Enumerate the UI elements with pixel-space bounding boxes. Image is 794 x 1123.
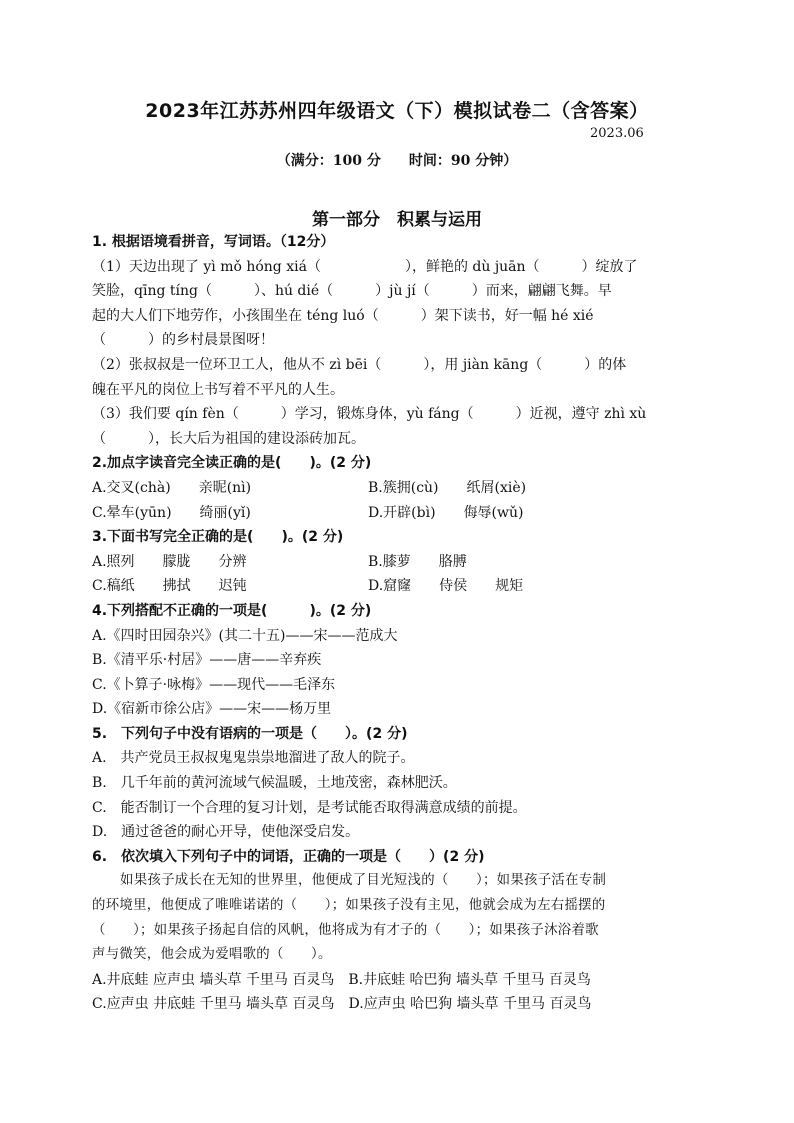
option-b: B.膝萝 胳膊 (368, 553, 467, 570)
question-6-passage-line: 如果孩子成长在无知的世界里，他便成了目光短浅的（ ）；如果孩子活在专制 (120, 873, 607, 889)
question-1-line: 起的大人们下地劳作，小孩围坐在 téng luó（ ）架下读书，好一幅 hé xié (92, 307, 594, 324)
option-a: A.照列 朦胧 分辨 (92, 553, 247, 570)
question-1-line: （2）张叔叔是一位环卫工人，他从不 zì bēi（ ），用 jiàn kāng（ ）的体 (92, 356, 627, 373)
option-a: A.交叉(chà) 亲昵(nì) (92, 479, 252, 496)
option-c: C.《卜算子·咏梅》——现代——毛泽东 (92, 676, 336, 693)
question-2-stem: 2.加点字读音完全读正确的是( )。(2 分) (92, 455, 372, 472)
option-b: B.《清平乐·村居》——唐——辛弃疾 (92, 652, 322, 669)
option-d: D. 通过爸爸的耐心开导，使他深受启发。 (92, 824, 360, 841)
section-heading: 第一部分 积累与运用 (312, 210, 482, 230)
question-6-options-row: C.应声虫 井底蛙 千里马 墙头草 百灵鸟 D.应声虫 哈巴狗 墙头草 千里马 百灵鸟 (92, 996, 592, 1013)
question-list (92, 230, 702, 1017)
question-1-line: （ ），长大后为祖国的建设添砖加瓦。 (92, 430, 365, 447)
question-6-stem: 6. 依次填入下列句子中的词语，正确的一项是（ ）(2 分) (92, 848, 485, 865)
score-time-info: （满分：100 分 时间：90 分钟） (276, 153, 518, 169)
option-d: D.开辟(bì) 侮辱(wǔ) (368, 504, 524, 521)
question-1-line: （ ）的乡村晨景图呀！ (92, 332, 274, 349)
option-d: D.《宿新市徐公店》——宋——杨万里 (92, 701, 332, 718)
question-1-line: （1）天边出现了 yì mǒ hóng xiá（ ），鲜艳的 dù juān（ ）绽放了 (92, 258, 638, 275)
exam-date: 2023.06 (590, 126, 644, 141)
question-1-line: 笑脸，qīng tíng（ ）、hú dié（ ）jù jí（ ）而来，翩翩飞舞。早 (92, 283, 612, 300)
option-d: D.窟窿 侍侯 规矩 (368, 578, 524, 595)
page-title: 2023年江苏苏州四年级语文（下）模拟试卷二（含答案） (145, 100, 649, 122)
question-5-stem: 5. 下列句子中没有语病的一项是（ ）。(2 分) (92, 725, 408, 742)
question-6-options-row: A.井底蛙 应声虫 墙头草 千里马 百灵鸟 B.井底蛙 哈巴狗 墙头草 千里马 百灵鸟 (92, 971, 591, 988)
option-a: A. 共产党员王叔叔鬼鬼祟祟地溜进了敌人的院子。 (92, 750, 415, 767)
question-6-passage-line: 声与微笑，他会成为爱唱歌的（ ）。 (92, 947, 332, 963)
option-c: C.晕车(yūn) 绮丽(yǐ) (92, 504, 251, 521)
question-2-options-row (92, 476, 702, 501)
option-c: C. 能否制订一个合理的复习计划，是考试能否取得满意成绩的前提。 (92, 799, 527, 816)
option-b: B.簇拥(cù) 纸屑(xiè) (368, 479, 527, 496)
option-b: B. 几千年前的黄河流域气候温暖，土地茂密，森林肥沃。 (92, 775, 457, 792)
question-1-line: 魄在平凡的岗位上书写着不平凡的人生。 (92, 381, 344, 398)
option-c: C.稿纸 拂拭 迟钝 (92, 578, 247, 595)
option-a: A.《四时田园杂兴》(其二十五)——宋——范成大 (92, 627, 398, 644)
question-6-passage-line: （ ）；如果孩子扬起自信的风帆，他将成为有才子的（ ）；如果孩子沐浴着歌 (92, 922, 599, 938)
question-6-passage-line: 的环境里，他便成了唯唯诺诺的（ ）；如果孩子没有主见，他就会成为左右摇摆的 (92, 898, 606, 914)
question-3-options-row (92, 550, 702, 575)
question-1-line: （3）我们要 qín fèn（ ）学习，锻炼身体，yù fáng（ ）近视，遵守 zhì xù (92, 406, 647, 423)
question-4-stem: 4.下列搭配不正确的一项是( )。(2 分) (92, 602, 372, 619)
question-1-stem: 1. 根据语境看拼音，写词语。（12分） (92, 234, 335, 250)
question-3-stem: 3.下面书写完全正确的是( )。(2 分) (92, 529, 344, 546)
question-3-options-row (92, 574, 702, 599)
question-2-options-row (92, 501, 702, 526)
